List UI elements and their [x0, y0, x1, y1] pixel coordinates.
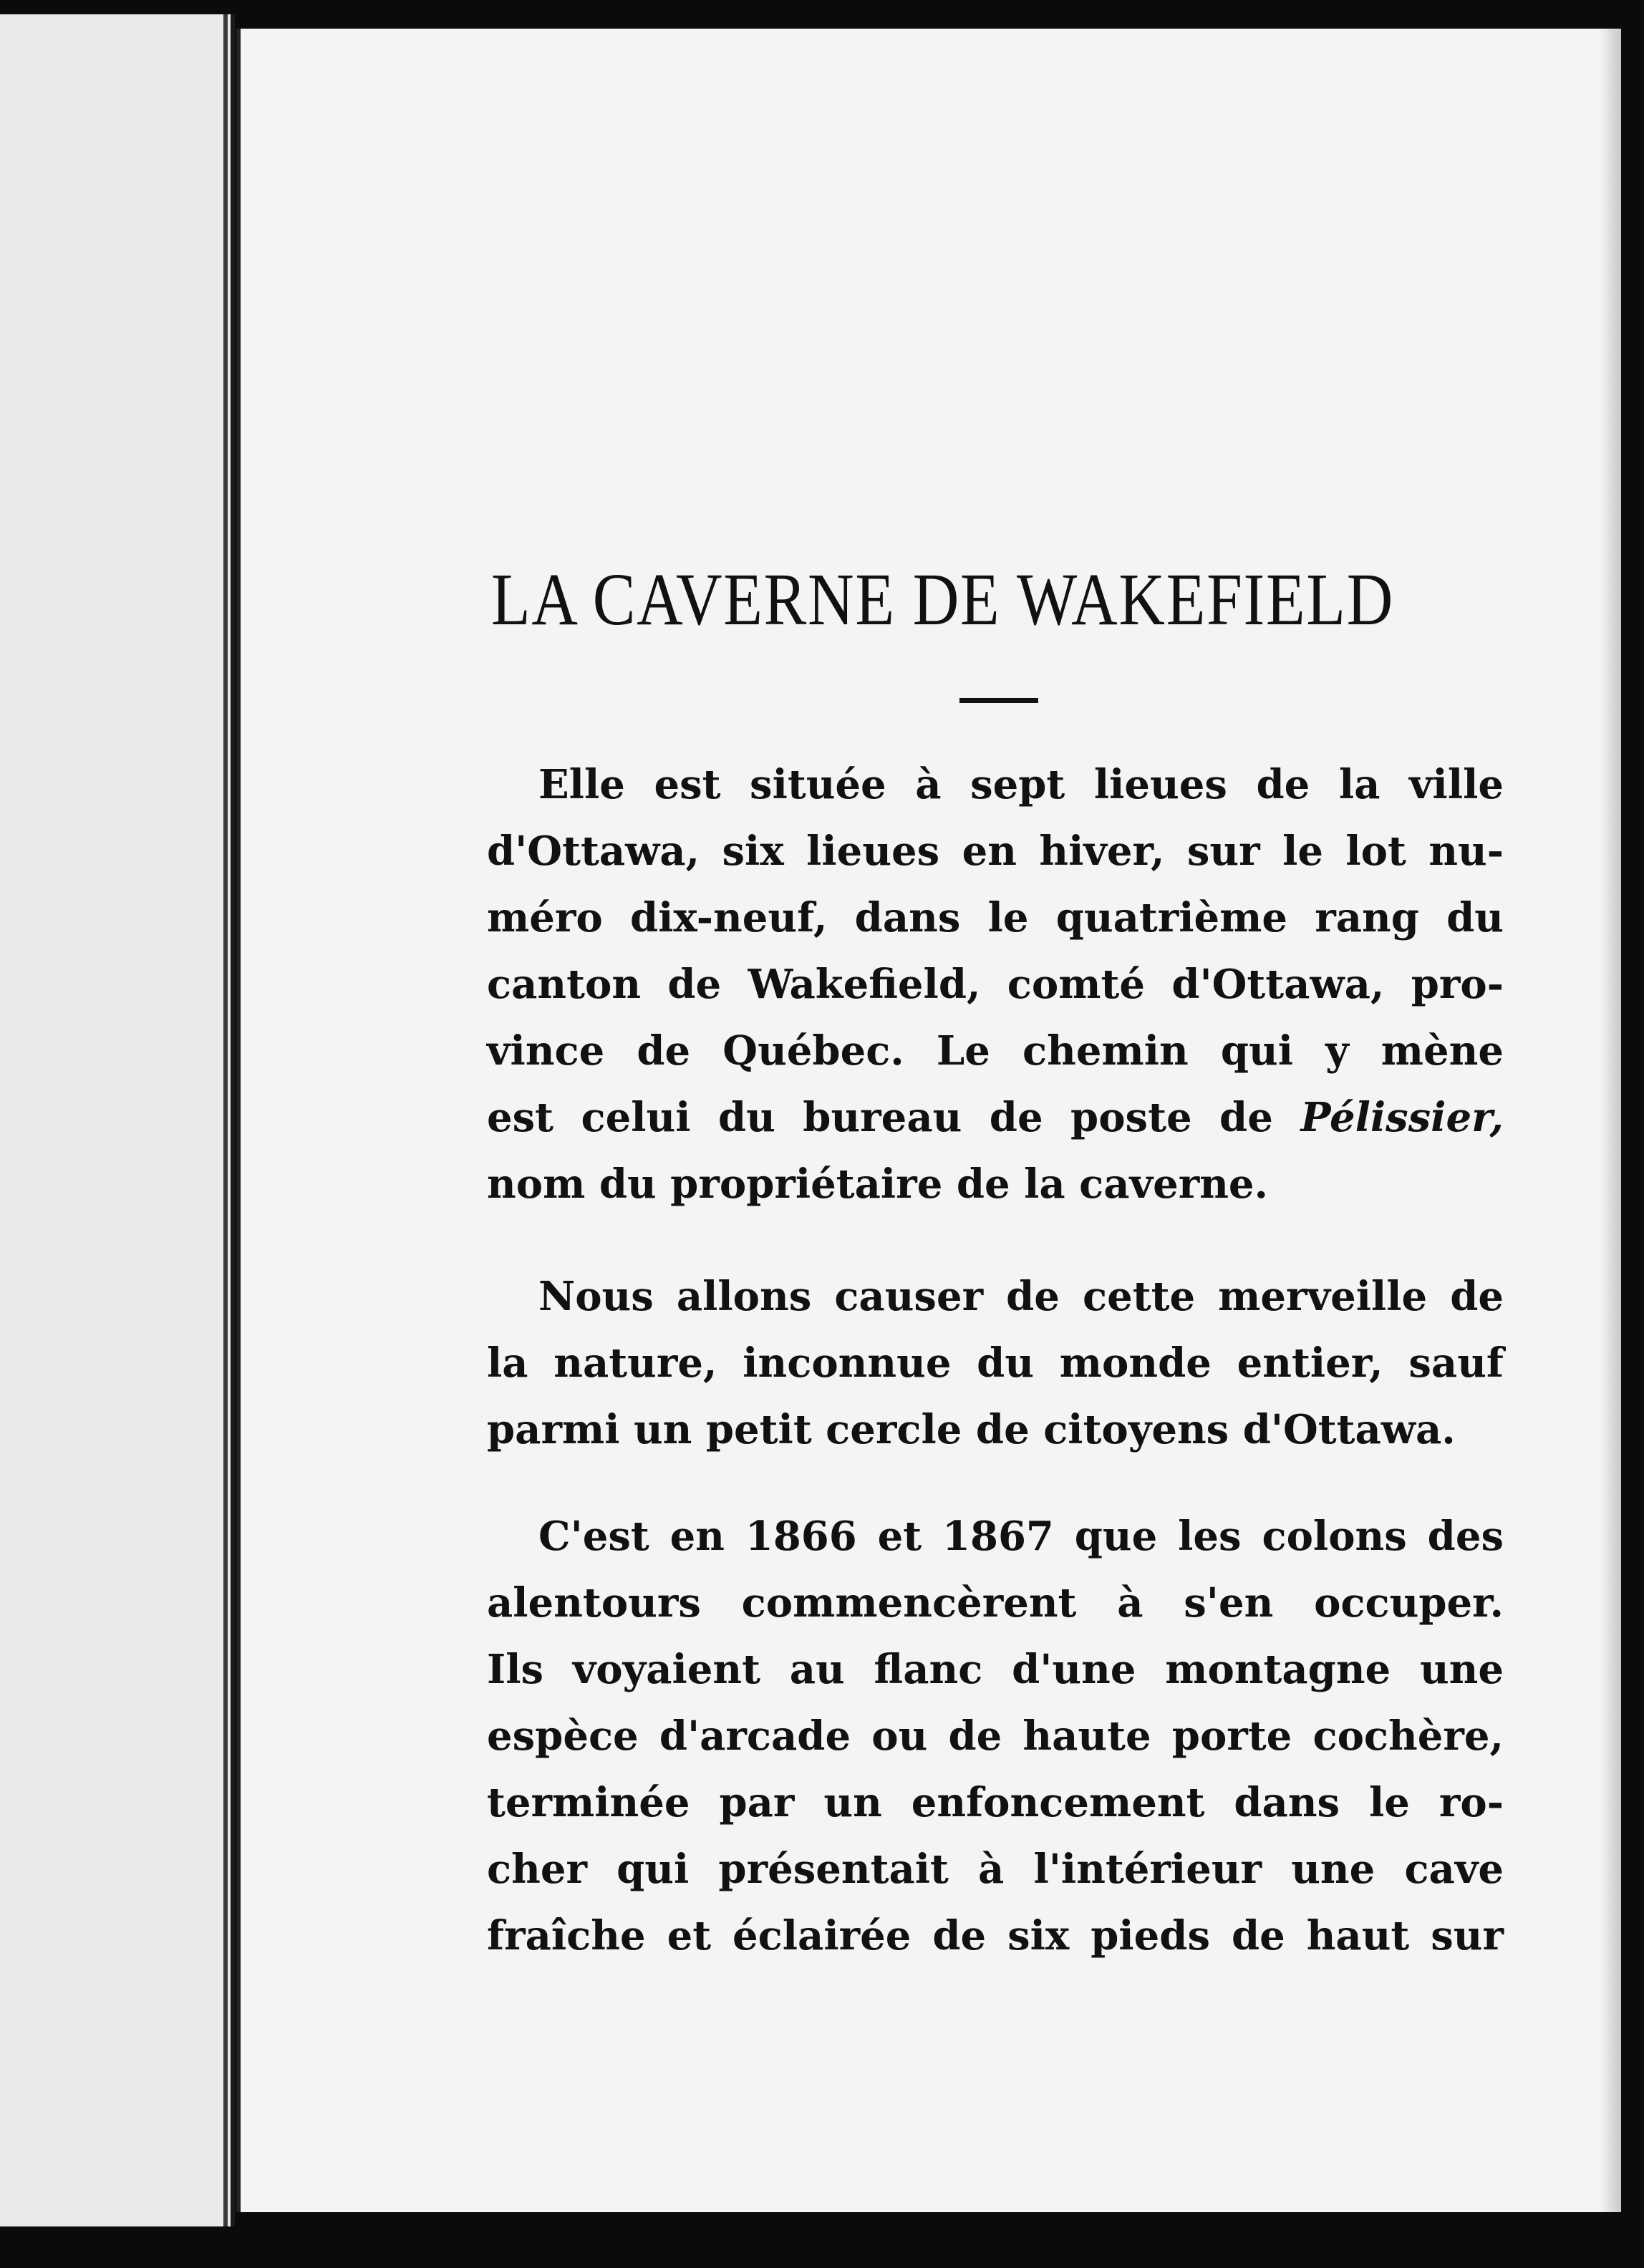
- paragraph-1: [487, 752, 1504, 1218]
- italic-name: Pélissier,: [1300, 1094, 1504, 1141]
- text-line: Elle est située à sept lieues de la ville: [538, 761, 1504, 808]
- text-line: méro dix-neuf, dans le quatrième rang du: [487, 894, 1504, 941]
- text-line: cher qui présentait à l'intérieur une cave: [487, 1846, 1504, 1893]
- paragraph-3: [487, 1503, 1504, 1969]
- text-fragment: est celui du bureau de poste de: [487, 1094, 1273, 1141]
- text-line: espèce d'arcade ou de haute porte cochère,: [487, 1712, 1504, 1760]
- page-fold: [223, 14, 228, 2226]
- text-line: C'est en 1866 et 1867 que les colons des: [538, 1513, 1504, 1560]
- text-line: vince de Québec. Le chemin qui y mène: [487, 1027, 1504, 1075]
- text-line: canton de Wakefield, comté d'Ottawa, pro-: [487, 961, 1504, 1008]
- text-line: nom du propriétaire de la caverne.: [487, 1160, 1269, 1208]
- text-line: d'Ottawa, six lieues en hiver, sur le lot nu-: [487, 828, 1504, 875]
- page-title: LA CAVERNE DE WAKEFIELD: [491, 558, 1395, 641]
- text-line: la nature, inconnue du monde entier, sauf: [487, 1339, 1504, 1387]
- facing-page-edge: [0, 14, 235, 2226]
- text-line: terminée par un enfoncement dans le ro-: [487, 1779, 1504, 1826]
- page-edge-shadow: [1600, 29, 1621, 2212]
- text-line: fraîche et éclairée de six pieds de haut sur: [487, 1912, 1504, 1959]
- text-line: alentours commencèrent à s'en occuper.: [487, 1579, 1504, 1627]
- text-line: Nous allons causer de cette merveille de: [538, 1273, 1504, 1320]
- text-line: parmi un petit cercle de citoyens d'Ottawa.: [487, 1406, 1456, 1453]
- text-line-with-italic: [487, 1085, 1504, 1151]
- title-rule: [959, 698, 1038, 703]
- paragraph-2: [487, 1264, 1504, 1463]
- text-line: Ils voyaient au flanc d'une montagne une: [487, 1646, 1504, 1693]
